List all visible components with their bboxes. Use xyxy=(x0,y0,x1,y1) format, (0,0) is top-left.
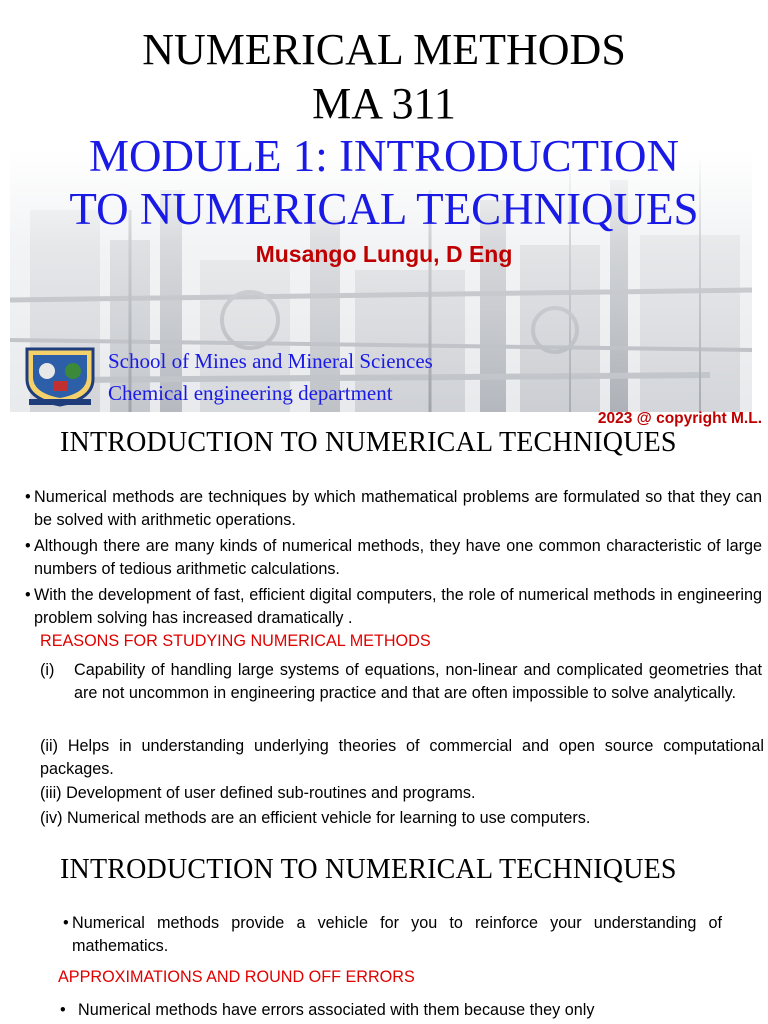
bullet-icon: • xyxy=(60,1001,66,1019)
list-item: (ii) Helps in understanding underlying theories of commercial and open source computational packages. xyxy=(40,737,764,778)
list-item: • With the development of fast, efficient digital computers, the role of numerical methods in engineering problem solving has increased dramatically . xyxy=(25,586,762,627)
bullet-icon: • xyxy=(25,537,31,555)
department-name: Chemical engineering department xyxy=(108,381,393,405)
university-crest-logo xyxy=(23,345,97,407)
slide3-heading: INTRODUCTION TO NUMERICAL TECHNIQUES xyxy=(60,854,677,885)
module-title-line1: MODULE 1: INTRODUCTION xyxy=(89,131,679,181)
list-item: • Numerical methods are techniques by which mathematical problems are formulated so that they can be solved with arithmetic operations. xyxy=(25,488,762,529)
reasons-heading: REASONS FOR STUDYING NUMERICAL METHODS xyxy=(40,632,431,650)
bullet-icon: • xyxy=(25,488,31,506)
title-slide xyxy=(0,0,768,427)
bullet-icon: • xyxy=(63,914,69,932)
list-item: • Numerical methods provide a vehicle for you to reinforce your understanding of mathematics. xyxy=(63,914,722,955)
module-title-line2: TO NUMERICAL TECHNIQUES xyxy=(69,184,699,234)
approx-heading: APPROXIMATIONS AND ROUND OFF ERRORS xyxy=(58,968,415,986)
author-name: Musango Lungu, D Eng xyxy=(255,241,513,267)
list-item: (iii) Development of user defined sub-routines and programs. xyxy=(40,784,476,802)
bullet-icon: • xyxy=(25,586,31,604)
course-code: MA 311 xyxy=(312,79,456,128)
slide2-heading: INTRODUCTION TO NUMERICAL TECHNIQUES xyxy=(60,427,677,458)
copyright-notice: 2023 @ copyright M.L. xyxy=(597,410,762,427)
list-item: (iv) Numerical methods are an efficient vehicle for learning to use computers. xyxy=(40,809,591,827)
list-item: • Numerical methods have errors associated with them because they only xyxy=(78,999,728,1022)
list-item: (i) Capability of handling large systems of equations, non-linear and complicated geometries that are not uncommon in engineering practice and that are often impossible to solve analytically. xyxy=(40,661,762,702)
list-item: • Although there are many kinds of numerical methods, they have one common characteristic of large numbers of tedious arithmetic calculations. xyxy=(25,537,762,578)
school-name: School of Mines and Mineral Sciences xyxy=(108,349,433,373)
course-title: NUMERICAL METHODS xyxy=(142,25,626,74)
